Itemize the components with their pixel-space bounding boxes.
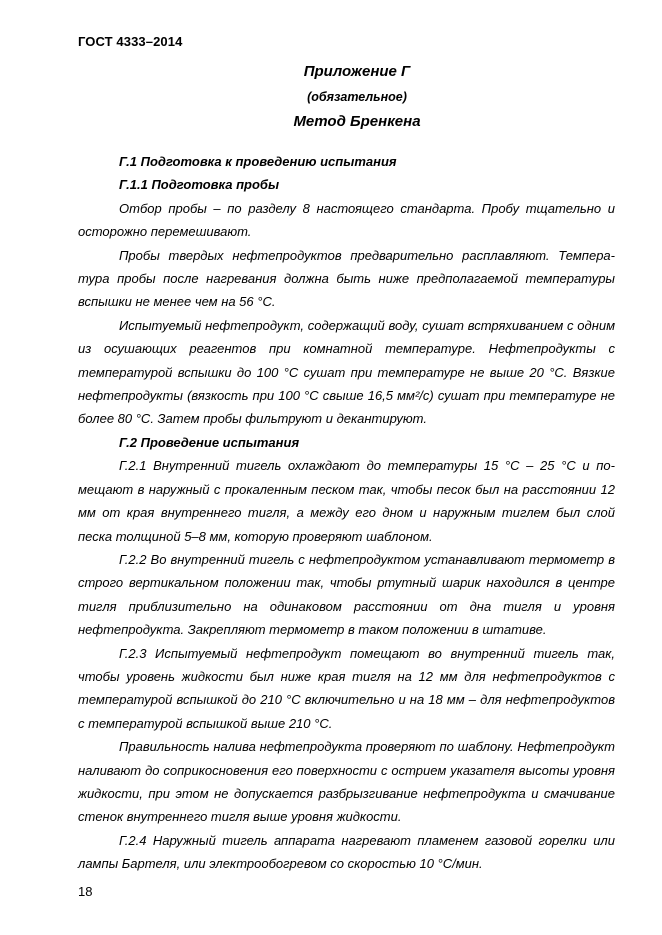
appendix-status: (обязательное)	[307, 90, 407, 104]
paragraph-melting: Пробы твердых нефтепродуктов предварительно расплавляют. Температура пробы после нагревания должна быть ниже предполагаемой температуры вспышки не менее чем на 56 °С.	[78, 247, 615, 310]
paragraph-drying: Испытуемый нефтепродукт, содержащий воду, сушат встряхиванием с одним из осушающих реагентов при комнатной температуре. Нефтепродукты с температурой вспышки до 100 °С сушат при температуре не выше 20 °С. Вязкие нефтепродукты (вязкость при 100 °С свыше 16,5 мм²/с) сушат при температуре не более 80 °С. Затем пробы фильтруют и декантируют.	[78, 317, 615, 427]
paragraph-g23-check: Правильность налива нефтепродукта проверяют по шаблону. Нефтепродукт наливают до соприкосновения его поверхности с острием указателя высоты уровня жидкости, при этом не допускается разбрызгивание нефтепродукта и смачивание стенок внутреннего тигля выше уровня жидкости.	[78, 739, 615, 825]
paragraph-g22: Г.2.2 Во внутренний тигель с нефтепродуктом устанавливают термометр в строго вертикальном положении так, чтобы ртутный шарик находился в центре тигля приблизительно на одинаковом расстоянии от дна тигля и уровня нефтепродукта. Закрепляют термометр в таком положении в штативе.	[78, 551, 615, 638]
paragraph-g21: Г.2.1 Внутренний тигель охлаждают до температуры 15 °С – 25 °С и помещают в наружный с прокаленным песком так, чтобы песок был на расстоянии 12 мм от края внутреннего тигля, а между его дном и наружным тиглем был слой песка толщиной 5–8 мм, которую проверяют шаблоном.	[78, 458, 615, 544]
paragraph-sampling: Отбор пробы – по разделу 8 настоящего стандарта. Пробу тщательно и осторожно перемешивают.	[78, 200, 615, 240]
document-body	[78, 150, 615, 876]
document-code: ГОСТ 4333–2014	[78, 34, 183, 49]
method-title: Метод Бренкена	[293, 113, 421, 130]
page-number: 18	[78, 884, 93, 899]
paragraph-g23: Г.2.3 Испытуемый нефтепродукт помещают во внутренний тигель так, чтобы уровень жидкости был ниже края тигля на 12 мм для нефтепродуктов с температурой вспышкой до 210 °С включительно и на 18 мм – для нефтепродуктов с температурой вспышкой выше 210 °С.	[78, 645, 615, 731]
section-heading-g1: Г.1 Подготовка к проведению испытания	[119, 154, 397, 169]
section-heading-g2: Г.2 Проведение испытания	[119, 434, 300, 450]
section-heading-g11: Г.1.1 Подготовка пробы	[119, 177, 280, 193]
paragraph-g24: Г.2.4 Наружный тигель аппарата нагревают пламенем газовой горелки или лампы Бартеля, или электрообогревом со скоростью 10 °С/мин.	[78, 832, 615, 872]
appendix-title: Приложение Г	[303, 63, 411, 80]
